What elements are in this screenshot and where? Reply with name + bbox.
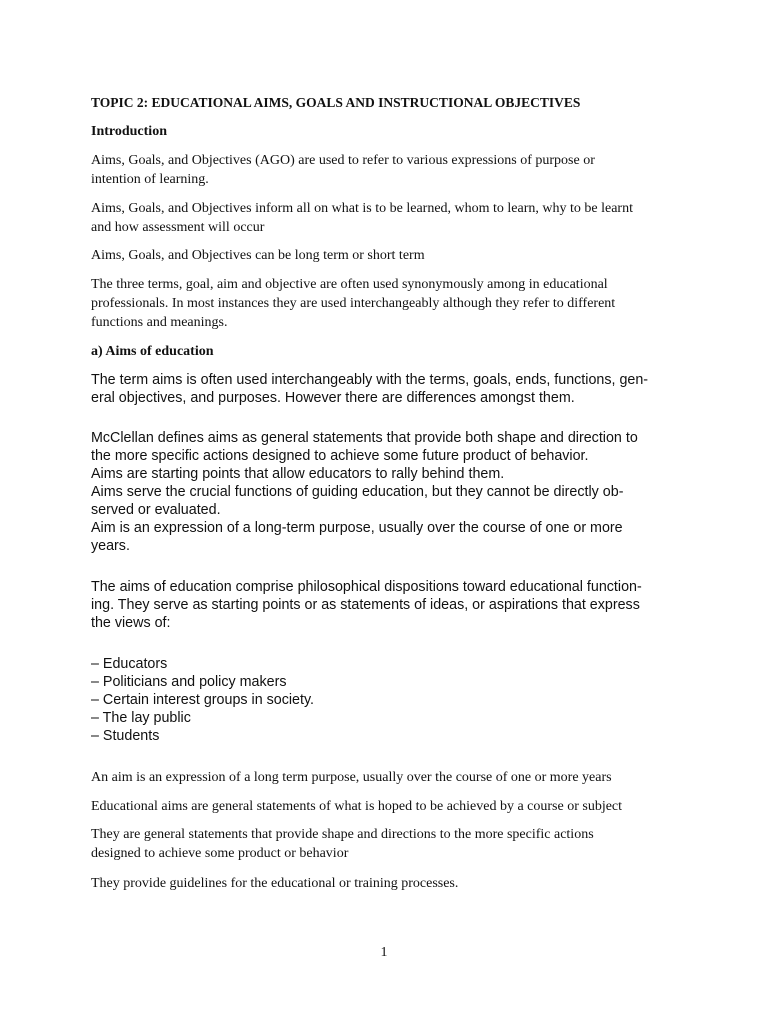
text-line: the more specific actions designed to achieve some future product of behavior. — [91, 448, 589, 464]
body-paragraph — [91, 825, 691, 863]
body-paragraph — [91, 578, 691, 632]
text-line: Aims, Goals, and Objectives can be long term or short term — [91, 248, 425, 263]
list-item: – Certain interest groups in society. — [91, 692, 315, 708]
text-line: The aims of education comprise philosophical dispositions toward educational function- — [91, 579, 642, 595]
text-line: Aims, Goals, and Objectives inform all on what is to be learned, whom to learn, why to be learnt — [91, 201, 633, 216]
section-heading: a) Aims of education — [91, 344, 214, 359]
body-paragraph — [91, 797, 691, 816]
text-line: Aims serve the crucial functions of guiding education, but they cannot be directly ob- — [91, 484, 624, 500]
intro-paragraph — [91, 246, 691, 265]
text-line: Aims, Goals, and Objectives (AGO) are used to refer to various expressions of purpose or — [91, 153, 595, 168]
text-line: Aims are starting points that allow educators to rally behind them. — [91, 466, 505, 482]
text-line: ing. They serve as starting points or as statements of ideas, or aspirations that express — [91, 597, 640, 613]
text-line: eral objectives, and purposes. However there are differences amongst them. — [91, 390, 575, 406]
list-item: – Students — [91, 728, 160, 744]
text-line: They provide guidelines for the educational or training processes. — [91, 876, 459, 891]
text-line: the views of: — [91, 615, 171, 631]
text-line: served or evaluated. — [91, 502, 221, 518]
text-line: McClellan defines aims as general statements that provide both shape and direction to — [91, 430, 638, 446]
document-title: TOPIC 2: EDUCATIONAL AIMS, GOALS AND INSTRUCTIONAL OBJECTIVES — [91, 95, 581, 110]
text-line: years. — [91, 538, 130, 554]
page-number: 1 — [380, 945, 388, 960]
text-line: functions and meanings. — [91, 315, 228, 330]
body-paragraph — [91, 768, 691, 787]
introduction-heading: Introduction — [91, 124, 167, 139]
list-item: – Educators — [91, 656, 168, 672]
body-paragraph — [91, 371, 691, 407]
text-line: professionals. In most instances they are used interchangeably although they refer to different — [91, 296, 616, 311]
text-line: They are general statements that provide shape and directions to the more specific actions — [91, 827, 594, 842]
text-line: intention of learning. — [91, 172, 209, 187]
views-list — [91, 655, 691, 745]
text-line: Educational aims are general statements of what is hoped to be achieved by a course or subject — [91, 799, 623, 814]
text-line: The term aims is often used interchangeably with the terms, goals, ends, functions, gen- — [91, 372, 649, 388]
body-paragraph — [91, 874, 691, 893]
list-item: – Politicians and policy makers — [91, 674, 287, 690]
text-line: designed to achieve some product or behavior — [91, 846, 349, 861]
body-paragraph — [91, 429, 691, 555]
intro-paragraph — [91, 151, 691, 189]
text-line: and how assessment will occur — [91, 220, 265, 235]
text-line: The three terms, goal, aim and objective are often used synonymously among in educational — [91, 277, 608, 292]
text-line: An aim is an expression of a long term purpose, usually over the course of one or more years — [91, 770, 612, 785]
text-line: Aim is an expression of a long-term purpose, usually over the course of one or more — [91, 520, 623, 536]
intro-paragraph — [91, 199, 691, 237]
list-item: – The lay public — [91, 710, 191, 726]
intro-paragraph — [91, 275, 691, 332]
